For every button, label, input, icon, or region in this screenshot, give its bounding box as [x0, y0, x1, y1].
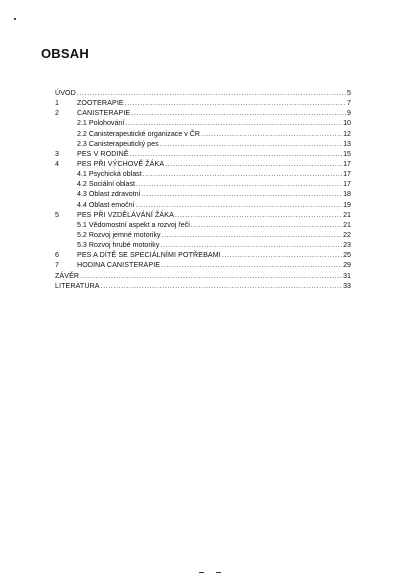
- toc-dot-leader: [191, 220, 342, 230]
- toc-entry: [55, 129, 351, 139]
- toc-entry-title: 2.3 Canisterapeutický pes: [77, 139, 159, 148]
- toc-entry-page: 21: [343, 220, 351, 229]
- toc-entry-page: 19: [343, 200, 351, 209]
- toc-entry: [55, 88, 351, 98]
- footer-dash-left: [199, 572, 204, 573]
- toc-entry-title: 2.2 Canisterapeutické organizace v ČR: [77, 129, 201, 138]
- toc-entry-title: 4.3 Oblast zdravotní: [77, 190, 141, 199]
- toc-dot-leader: [141, 189, 342, 199]
- toc-dot-leader: [160, 139, 342, 149]
- toc-entry-title: 4.2 Sociální oblast: [77, 180, 135, 189]
- toc-dot-leader: [125, 98, 346, 108]
- toc-entry: [55, 281, 351, 291]
- page-title: OBSAH: [41, 46, 89, 61]
- toc-dot-leader: [222, 250, 342, 260]
- toc-entry-page: 17: [343, 170, 351, 179]
- toc-entry-title: 4.1 Psychická oblast: [77, 170, 142, 179]
- toc-entry: [55, 271, 351, 281]
- toc-entry-title: ZOOTERAPIE: [77, 99, 124, 108]
- toc-dot-leader: [175, 210, 342, 220]
- toc-entry-number: 3: [55, 149, 59, 158]
- toc-dot-leader: [101, 281, 342, 291]
- toc-entry-page: 33: [343, 281, 351, 290]
- toc-entry-page: 17: [343, 159, 351, 168]
- toc-entry: [55, 139, 351, 149]
- toc-dot-leader: [201, 129, 342, 139]
- toc-entry-page: 18: [343, 190, 351, 199]
- toc-entry-page: 17: [343, 180, 351, 189]
- toc-entry: [55, 179, 351, 189]
- toc-entry-number: 4: [55, 159, 59, 168]
- toc-entry-title: ÚVOD: [55, 89, 76, 97]
- toc-entry-page: 7: [347, 99, 351, 108]
- toc-entry: [55, 189, 351, 199]
- toc-entry: [55, 200, 351, 210]
- toc-dot-leader: [130, 149, 342, 159]
- toc-entry: [55, 118, 351, 128]
- toc-entry-page: 10: [343, 119, 351, 128]
- toc-entry-title: CANISTERAPIE: [77, 109, 131, 118]
- toc-entry-page: 13: [343, 139, 351, 148]
- toc-dot-leader: [125, 118, 342, 128]
- toc-entry-number: 1: [55, 99, 59, 108]
- toc-entry-title: LITERATURA: [55, 281, 100, 290]
- toc-entry-title: HODINA CANISTERAPIE: [77, 261, 161, 270]
- toc-dot-leader: [160, 240, 342, 250]
- toc-dot-leader: [136, 200, 343, 210]
- toc-dot-leader: [143, 169, 342, 179]
- toc-entry: [55, 169, 351, 179]
- table-of-contents: [55, 88, 351, 291]
- toc-entry: [55, 98, 351, 108]
- toc-entry-number: 2: [55, 109, 59, 118]
- toc-entry: [55, 210, 351, 220]
- toc-entry: [55, 220, 351, 230]
- toc-entry-page: 29: [343, 261, 351, 270]
- toc-entry: [55, 230, 351, 240]
- toc-entry-title: PES PŘI VZDĚLÁVÁNÍ ŽÁKA: [77, 210, 174, 219]
- toc-dot-leader: [131, 108, 346, 118]
- toc-entry: [55, 159, 351, 169]
- toc-entry: [55, 108, 351, 118]
- toc-entry: [55, 240, 351, 250]
- toc-entry-title: 4.4 Oblast emoční: [77, 200, 135, 209]
- toc-entry-number: 5: [55, 210, 59, 219]
- toc-entry-page: 21: [343, 210, 351, 219]
- toc-dot-leader: [77, 88, 346, 98]
- toc-entry-title: PES V RODINĚ: [77, 149, 129, 158]
- toc-entry-page: 5: [347, 89, 351, 97]
- toc-entry-title: 2.1 Polohování: [77, 119, 125, 128]
- toc-entry-page: 15: [343, 149, 351, 158]
- toc-entry-title: PES A DÍTĚ SE SPECIÁLNÍMI POTŘEBAMI: [77, 251, 221, 260]
- toc-dot-leader: [80, 271, 342, 281]
- toc-entry-number: 7: [55, 261, 59, 270]
- toc-entry-page: 25: [343, 251, 351, 260]
- toc-entry-page: 22: [343, 230, 351, 239]
- footer-dash-right: [216, 572, 221, 573]
- toc-dot-leader: [161, 260, 342, 270]
- toc-dot-leader: [162, 230, 343, 240]
- toc-entry-title: 5.3 Rozvoj hrubé motoriky: [77, 241, 160, 250]
- toc-entry-title: ZÁVĚR: [55, 271, 80, 280]
- toc-entry-page: 31: [343, 271, 351, 280]
- toc-dot-leader: [165, 159, 342, 169]
- toc-entry-page: 23: [343, 241, 351, 250]
- toc-entry-title: 5.1 Vědomostní aspekt a rozvoj řeči: [77, 220, 190, 229]
- toc-entry-page: 9: [347, 109, 351, 118]
- toc-entry: [55, 149, 351, 159]
- toc-entry-title: PES PŘI VÝCHOVĚ ŽÁKA: [77, 159, 165, 168]
- toc-entry-number: 6: [55, 251, 59, 260]
- toc-entry-page: 12: [343, 129, 351, 138]
- scan-speck: [14, 18, 16, 20]
- toc-entry: [55, 250, 351, 260]
- toc-dot-leader: [136, 179, 342, 189]
- toc-entry: [55, 260, 351, 270]
- toc-entry-title: 5.2 Rozvoj jemné motoriky: [77, 230, 161, 239]
